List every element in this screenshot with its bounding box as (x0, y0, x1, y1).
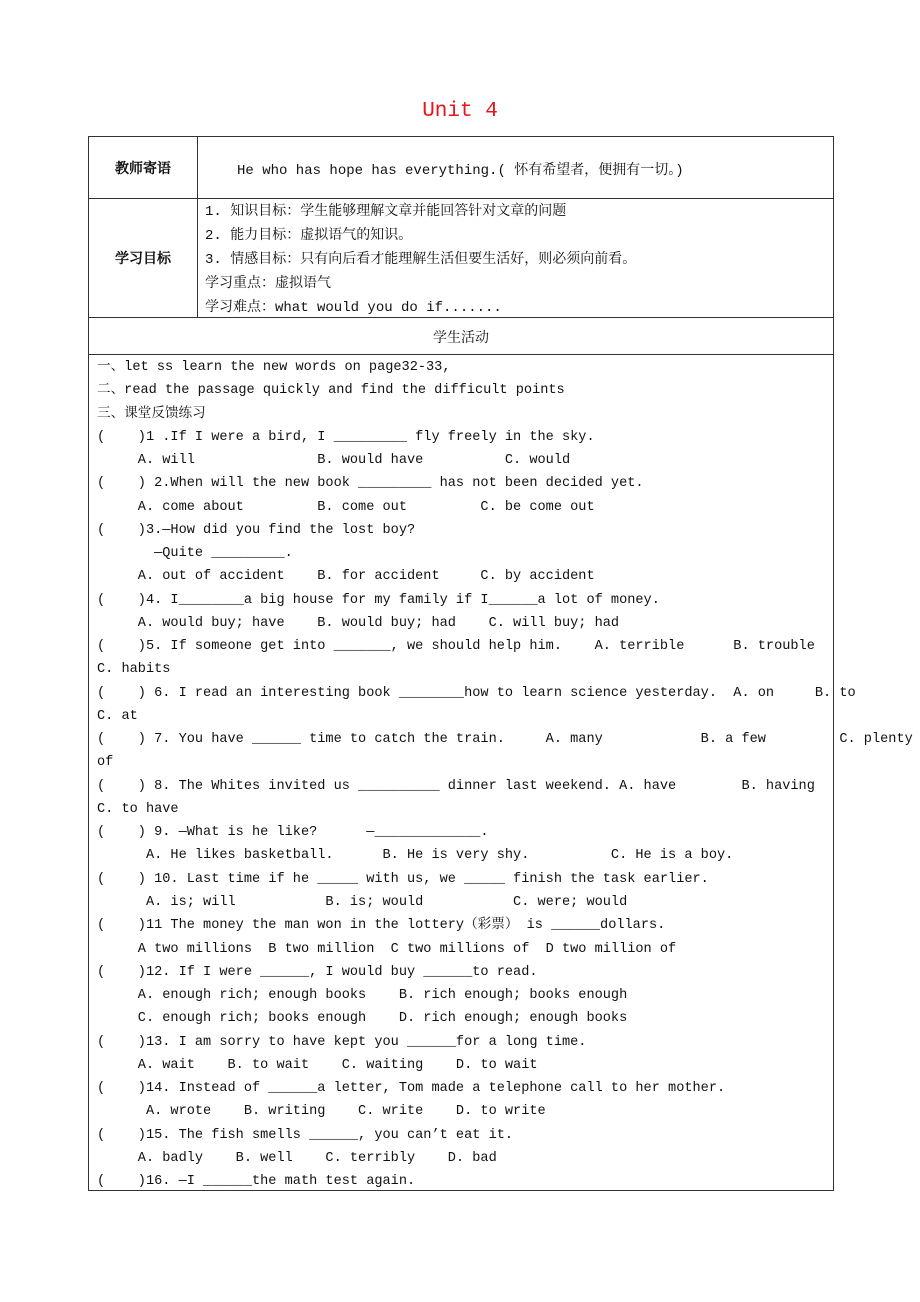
exercise-line: ( )3.—How did you find the lost boy? (97, 522, 416, 538)
exercise-line: ( ) 10. Last time if he _____ with us, we _____ finish the task earlier. (97, 871, 709, 887)
exercise-line: C. to have (97, 801, 179, 817)
exercise-line: A. will B. would have C. would (97, 453, 571, 469)
exercise-line: A. He likes basketball. B. He is very shy. C. He is a boy. (97, 848, 734, 864)
exercise-line: ( )1 .If I were a bird, I _________ fly freely in the sky. (97, 429, 595, 445)
exercise-line: A. is; will B. is; would C. were; would (97, 894, 628, 910)
row-divider (89, 198, 833, 199)
goal-item: 学习难点：what would you do if....... (205, 300, 502, 316)
exercise-line: 一、let ss learn the new words on page32-33, (97, 360, 451, 375)
teacher-motto: He who has hope has everything.( 怀有希望者，便拥有一切。) (237, 163, 684, 179)
section-title: 学生活动 (433, 330, 489, 346)
exercise-line: A. come about B. come out C. be come out (97, 499, 595, 515)
motto-label: 教师寄语 (115, 161, 171, 177)
exercise-line: A. out of accident B. for accident C. by accident (97, 569, 595, 585)
exercise-line: C. habits (97, 662, 171, 678)
exercise-line: ( )15. The fish smells ______, you can’t eat it. (97, 1127, 514, 1143)
exercise-line: ( ) 8. The Whites invited us __________ dinner last weekend. A. have B. having (97, 778, 815, 794)
exercise-line: C. enough rich; books enough D. rich enough; enough books (97, 1011, 628, 1027)
unit-title: Unit 4 (422, 100, 498, 123)
goal-item: 3. 情感目标：只有向后看才能理解生活但要生活好，则必须向前看。 (205, 252, 637, 268)
exercise-line: 二、read the passage quickly and find the difficult points (97, 383, 565, 399)
column-divider (197, 137, 198, 317)
goal-item: 学习重点：虚拟语气 (205, 276, 331, 292)
exercise-line: ( ) 9. —What is he like? —_____________. (97, 825, 489, 841)
exercise-line: A. wait B. to wait C. waiting D. to wait (97, 1057, 538, 1073)
goal-item: 1. 知识目标：学生能够理解文章并能回答针对文章的问题 (205, 204, 567, 220)
exercise-line: A. would buy; have B. would buy; had C. will buy; had (97, 615, 620, 631)
exercise-line: A two millions B two million C two millions of D two million of (97, 941, 677, 957)
goal-item: 2. 能力目标：虚拟语气的知识。 (205, 228, 413, 244)
exercise-line: ( )13. I am sorry to have kept you ______for a long time. (97, 1034, 587, 1050)
exercise-line: ( )12. If I were ______, I would buy ______to read. (97, 964, 538, 980)
exercise-line: 三、课堂反馈练习 (97, 406, 206, 422)
exercise-line: ( )11 The money the man won in the lottery（彩票） is ______dollars. (97, 918, 666, 934)
goals-label: 学习目标 (115, 251, 171, 267)
exercise-line: ( ) 6. I read an interesting book ________how to learn science yesterday. A. on B. to (97, 685, 856, 701)
exercise-line: A. wrote B. writing C. write D. to write (97, 1104, 546, 1120)
exercise-line: ( )5. If someone get into _______, we should help him. A. terrible B. trouble (97, 639, 815, 655)
exercise-line: C. at (97, 708, 138, 724)
exercise-line: A. badly B. well C. terribly D. bad (97, 1150, 497, 1166)
exercise-line: —Quite _________. (97, 546, 293, 562)
exercise-line: ( ) 2.When will the new book _________ has not been decided yet. (97, 476, 644, 492)
row-divider (89, 354, 833, 355)
exercise-line: ( )16. —I ______the math test again. (97, 1174, 416, 1190)
exercise-line: ( )14. Instead of ______a letter, Tom made a telephone call to her mother. (97, 1081, 726, 1097)
exercise-line: of (97, 755, 114, 771)
exercise-line: ( )4. I________a big house for my family if I______a lot of money. (97, 592, 660, 608)
exercise-line: ( ) 7. You have ______ time to catch the train. A. many B. a few C. plenty (97, 732, 913, 748)
lesson-table (88, 136, 913, 1191)
exercise-line: A. enough rich; enough books B. rich enough; books enough (97, 988, 628, 1004)
row-divider (89, 317, 833, 318)
